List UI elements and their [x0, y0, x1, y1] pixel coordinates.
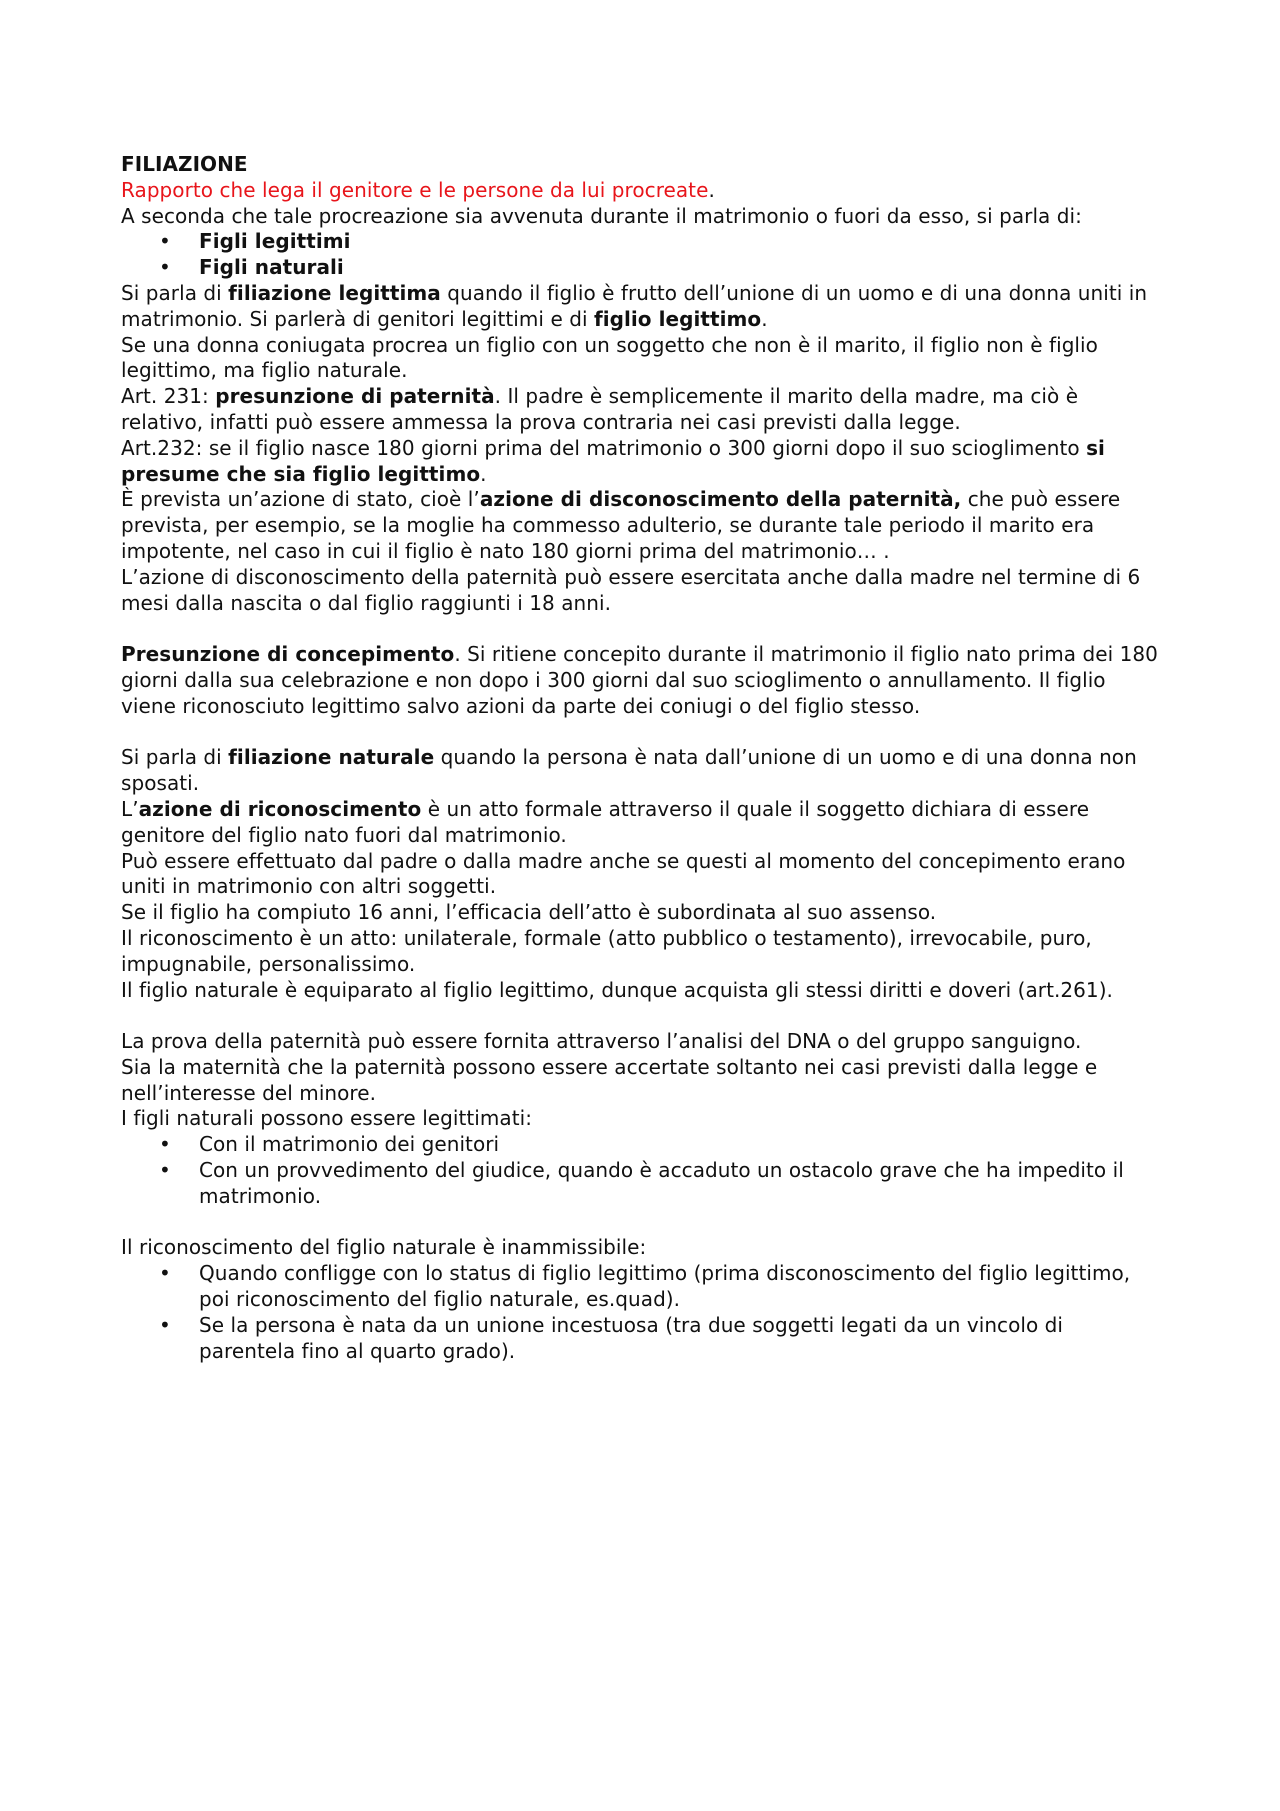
concepimento-paragraph: Presunzione di concepimento. Si ritiene concepito durante il matrimonio il figlio nato prima dei 180 giorni dalla sua celebrazione e non dopo i 300 giorni dal suo scioglimento o annullamento. Il figlio viene riconosciuto legittimo salvo azioni da parte dei coniugi o del figlio stesso. — [121, 642, 1158, 718]
atto-paragraph: Il riconoscimento è un atto: unilaterale, formale (atto pubblico o testamento), irrevocabile, puro, impugnabile, personalissimo. — [121, 925, 1092, 976]
maternita-paragraph: Sia la maternità che la paternità possono essere accertate soltanto nei casi previsti dalla legge e nell’interesse del minore. — [121, 1054, 1098, 1105]
art231-paragraph: Art. 231: presunzione di paternità. Il padre è semplicemente il marito della madre, ma ciò è relativo, infatti può essere ammessa la prova contraria nei casi previsti dalla legge. — [121, 384, 1079, 434]
definition-period: . — [708, 177, 715, 202]
prova-paragraph: La prova della paternità può essere fornita attraverso l’analisi del DNA o del gruppo sanguigno. — [121, 1029, 1082, 1054]
naturale-paragraph: Si parla di filiazione naturale quando la persona è nata dall’unione di un uomo e di una donna non sposati. — [121, 745, 1137, 796]
coniugata-paragraph: Se una donna coniugata procrea un figlio con un soggetto che non è il marito, il figlio non è figlio legittimo, ma figlio naturale. — [121, 332, 1098, 383]
blank-line — [121, 616, 1161, 642]
equiparato-paragraph: Il figlio naturale è equiparato al figlio legittimo, dunque acquista gli stessi diritti e doveri (art.261). — [121, 977, 1113, 1002]
definition-paragraph — [121, 178, 1161, 204]
legittimati-list — [121, 1132, 1161, 1209]
definition-text: Rapporto che lega il genitore e le persone da lui procreate — [121, 177, 709, 202]
art232-paragraph: Art.232: se il figlio nasce 180 giorni prima del matrimonio o 300 giorni dopo il suo scioglimento si presume che sia figlio legittimo. — [121, 435, 1105, 486]
effettuato-paragraph: Può essere effettuato dal padre o dalla madre anche se questi al momento del concepimento erano uniti in matrimonio con altri soggetti. — [121, 848, 1126, 899]
inammissibile-paragraph: Il riconoscimento del figlio naturale è inammissibile: — [121, 1235, 647, 1260]
blank-line — [121, 1210, 1161, 1236]
list-item: • Con il matrimonio dei genitori — [121, 1132, 1161, 1158]
list-item: • Figli legittimi — [121, 229, 1161, 255]
sedici-anni-paragraph: Se il figlio ha compiuto 16 anni, l’efficacia dell’atto è subordinata al suo assenso. — [121, 900, 937, 925]
blank-line — [121, 720, 1161, 746]
list-item: • Quando confligge con lo status di figlio legittimo (prima disconoscimento del figlio legittimo, poi riconoscimento del figlio naturale, es.quad). — [121, 1261, 1161, 1313]
azione-paragraph: È prevista un’azione di stato, cioè l’azione di disconoscimento della paternità, che può essere prevista, per esempio, se la moglie ha commesso adulterio, se durante tale periodo il marito era impotente, nel caso in cui il figlio è nato 180 giorni prima del matrimonio… . — [121, 487, 1121, 563]
inammissibile-list — [121, 1261, 1161, 1364]
legittimati-paragraph: I figli naturali possono essere legittimati: — [121, 1106, 533, 1131]
legittima-paragraph: Si parla di filiazione legittima quando il figlio è frutto dell’unione di un uomo e di una donna uniti in matrimonio. Si parlerà di genitori legittimi e di figlio legittimo. — [121, 280, 1148, 331]
document-page — [121, 152, 1161, 1364]
list-item: • Se la persona è nata da un unione incestuosa (tra due soggetti legati da un vincolo di parentela fino al quarto grado). — [121, 1313, 1161, 1365]
document-title: FILIAZIONE — [121, 152, 248, 176]
riconoscimento-paragraph: L’azione di riconoscimento è un atto formale attraverso il quale il soggetto dichiara di essere genitore del figlio nato fuori dal matrimonio. — [121, 796, 1090, 847]
list-item: • Con un provvedimento del giudice, quando è accaduto un ostacolo grave che ha impedito il matrimonio. — [121, 1158, 1161, 1210]
types-list — [121, 229, 1161, 281]
intro-paragraph: A seconda che tale procreazione sia avvenuta durante il matrimonio o fuori da esso, si parla di: — [121, 203, 1082, 228]
azione-madre-paragraph: L’azione di disconoscimento della paternità può essere esercitata anche dalla madre nel termine di 6 mesi dalla nascita o dal figlio raggiunti i 18 anni. — [121, 564, 1141, 615]
blank-line — [121, 1003, 1161, 1029]
list-item: • Figli naturali — [121, 255, 1161, 281]
